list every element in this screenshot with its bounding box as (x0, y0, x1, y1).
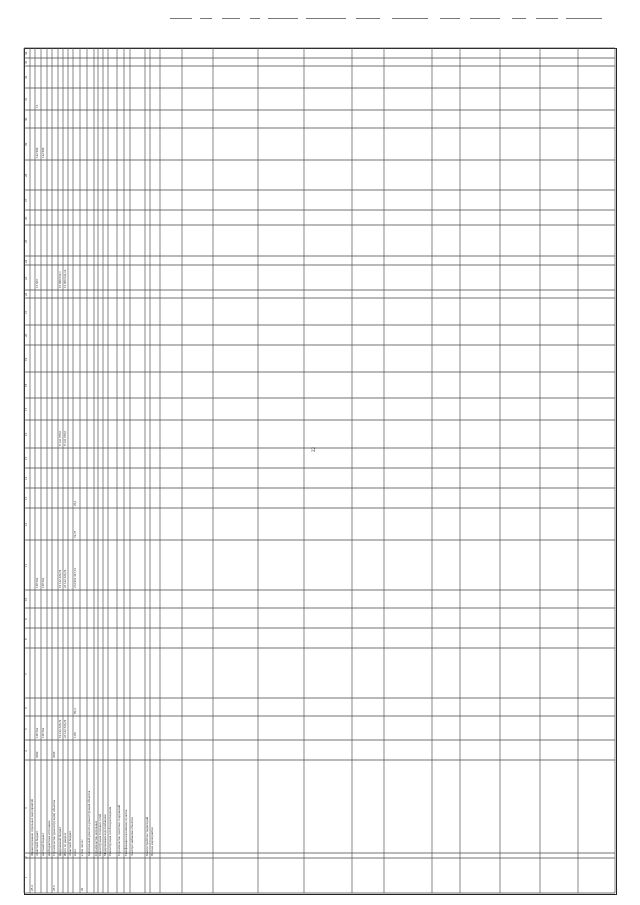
header-column-number: 2 (24, 855, 28, 858)
row-value: 15 000 642,14 (62, 269, 67, 288)
header-column-number: 21 (24, 310, 28, 314)
row-name: Строительство котельных (93, 820, 98, 856)
row-value: 74,37 (72, 530, 77, 538)
row-name: Реконструкция сетей водоотведения (107, 806, 112, 856)
header-column-number: 19 (24, 357, 28, 361)
row-value: 19 142 320,74 (57, 569, 62, 588)
header-column-number: 32 (24, 75, 28, 79)
row-value: 13 603 (34, 279, 39, 288)
row-value: 23 142 320,74 (62, 719, 67, 738)
header-column-number: 6 (24, 707, 28, 709)
header-column-number: 25 (24, 239, 28, 243)
header-column-number: 28 (24, 173, 28, 177)
row-number: 29 (79, 887, 84, 891)
row-name: Строительство очистных сооружений (116, 804, 121, 856)
row-name: Итого по разделу (62, 832, 67, 856)
row-name: всего (72, 848, 77, 856)
row-value: 214 952 347,72 (72, 568, 77, 588)
header-column-number: 22 (24, 292, 28, 296)
header-column-number: 17 (24, 407, 28, 411)
row-value: 148 602 (40, 577, 45, 588)
row-value: 23 142 320,74 (62, 569, 67, 588)
row-name: внебюджетные источники (46, 820, 51, 856)
header-column-number: 15 (24, 456, 28, 460)
row-value: 86,3 (72, 708, 77, 714)
header-column-number: 26 (24, 216, 28, 220)
row-year: 2009 (51, 751, 56, 758)
row-name: федеральный бюджет (57, 826, 62, 856)
row-value: 8 141 678,6 (62, 430, 67, 446)
header-column-number: 33 (24, 60, 28, 64)
row-number: 28.5 (51, 885, 56, 891)
row-value: 13 (34, 104, 39, 108)
row-number: 28.4 (29, 885, 34, 891)
header-column-number: 11 (24, 563, 28, 567)
header-column-number: 8 (24, 638, 28, 640)
row-name: Капитальный ремонт и реконструкция объектов (86, 790, 91, 856)
row-year: 2009 (34, 751, 39, 758)
header-column-number: 10 (24, 597, 28, 601)
header-column-number: 16 (24, 432, 28, 436)
header-column-number: 14 (24, 476, 28, 480)
row-value: 142 999 (40, 147, 45, 158)
row-value: 10 999 632,1 (57, 271, 62, 288)
row-name: областной бюджет (67, 830, 72, 856)
header-column-number: 27 (24, 198, 28, 202)
row-name: Электроснабжение объектов (129, 817, 134, 856)
header-column-number: 20 (24, 333, 28, 337)
row-name: Модернизация водоснабжения (102, 814, 107, 856)
row-value: 1,89 (72, 732, 77, 738)
row-name: Реконструкция тепловых сетей (97, 813, 102, 856)
row-value: 26,1 (72, 500, 77, 506)
row-value: 148 602 (40, 727, 45, 738)
header-column-number: 7 (24, 673, 28, 675)
header-column-number: 29 (24, 142, 28, 146)
row-name: в том числе: (79, 839, 84, 856)
row-value: 19 142 320,74 (57, 719, 62, 738)
row-value: 148 602 (34, 727, 39, 738)
header-column-number: 9 (24, 618, 28, 620)
row-value: 148 602 (34, 577, 39, 588)
header-column-number: 12 (24, 522, 28, 526)
row-value: 142 999 (34, 147, 39, 158)
header-column-number: 3 (24, 806, 28, 809)
header-column-number: 24 (24, 259, 28, 263)
row-name: Газификация населённых пунктов (123, 809, 128, 856)
header-column-number: 5 (24, 728, 28, 730)
header-column-number: 18 (24, 383, 28, 387)
row-value: 8 141 678,6 (57, 430, 62, 446)
header-column-number: 4 (24, 750, 28, 752)
header-column-number: 23 (24, 276, 28, 280)
row-name: областной бюджет (34, 830, 39, 856)
header-column-number: 34 (24, 51, 28, 55)
row-name: Прочие мероприятия (149, 827, 154, 856)
row-name: Строительство (реконструкция) объектов (51, 799, 56, 856)
row-name: Благоустройство территорий (144, 816, 149, 856)
header-column-number: 31 (24, 97, 28, 101)
header-column-number: 30 (24, 117, 28, 121)
header-column-number: 13 (24, 496, 28, 500)
page-number: 22 (312, 447, 317, 452)
row-name: Финансирование отдельных мероприятий (29, 799, 34, 856)
header-column-number: 1 (24, 875, 28, 878)
row-name: местный бюджет (40, 832, 45, 856)
